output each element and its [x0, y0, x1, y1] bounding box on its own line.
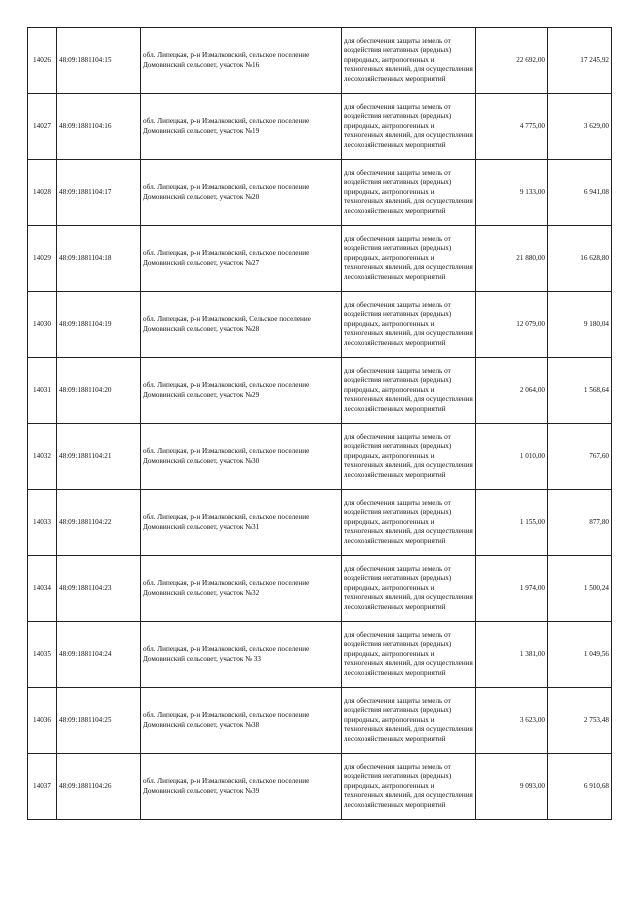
plot-address: обл. Липецкая, р-н Измалковский, сельское поселение Домовинский сельсовет, участок №29	[141, 358, 342, 424]
plot-value: 767,60	[548, 424, 612, 490]
plot-address: обл. Липецкая, р-н Измалковский, сельское поселение Домовинский сельсовет, участок №20	[141, 160, 342, 226]
plot-area: 9 133,00	[476, 160, 548, 226]
table-row	[28, 292, 612, 358]
plot-value: 9 180,04	[548, 292, 612, 358]
plot-area: 21 880,00	[476, 226, 548, 292]
plot-value: 17 245,92	[548, 28, 612, 94]
row-number: 14027	[28, 94, 57, 160]
plot-area: 3 623,00	[476, 688, 548, 754]
plot-area: 1 974,00	[476, 556, 548, 622]
row-number: 14031	[28, 358, 57, 424]
plot-value: 3 629,00	[548, 94, 612, 160]
plot-area: 2 064,00	[476, 358, 548, 424]
plot-purpose: для обеспечения защиты земель от воздействия негативных (вредных) природных, антропогенных и техногенных явлений, для осуществления лесохозяйственных мероприятий	[342, 28, 476, 94]
plot-value: 2 753,48	[548, 688, 612, 754]
table-row	[28, 226, 612, 292]
plot-area: 4 775,00	[476, 94, 548, 160]
plot-area: 12 079,00	[476, 292, 548, 358]
cadastral-number: 48:09:1881104:22	[57, 490, 141, 556]
row-number: 14033	[28, 490, 57, 556]
plot-area: 9 093,00	[476, 754, 548, 820]
cadastral-number: 48:09:1881104:18	[57, 226, 141, 292]
row-number: 14030	[28, 292, 57, 358]
plot-address: обл. Липецкая, р-н Измалковский, сельское поселение Домовинский сельсовет, участок №31	[141, 490, 342, 556]
plot-area: 1 010,00	[476, 424, 548, 490]
plot-value: 1 500,24	[548, 556, 612, 622]
table-row	[28, 556, 612, 622]
table-row	[28, 94, 612, 160]
cadastral-number: 48:09:1881104:25	[57, 688, 141, 754]
table-row	[28, 424, 612, 490]
plot-area: 1 381,00	[476, 622, 548, 688]
row-number: 14036	[28, 688, 57, 754]
table-row	[28, 160, 612, 226]
row-number: 14034	[28, 556, 57, 622]
plot-purpose: для обеспечения защиты земель от воздействия негативных (вредных) природных, антропогенных и техногенных явлений, для осуществления лесохозяйственных мероприятий	[342, 226, 476, 292]
plot-value: 1 568,64	[548, 358, 612, 424]
plot-value: 877,80	[548, 490, 612, 556]
row-number: 14029	[28, 226, 57, 292]
plot-address: обл. Липецкая, р-н Измалковский, сельское поселение Домовинский сельсовет, участок №19	[141, 94, 342, 160]
cadastral-number: 48:09:1881104:26	[57, 754, 141, 820]
table-row	[28, 754, 612, 820]
plot-address: обл. Липецкая, р-н Измалковский, сельское поселение Домовинский сельсовет, участок №32	[141, 556, 342, 622]
plot-value: 6 910,68	[548, 754, 612, 820]
table-row	[28, 490, 612, 556]
plot-address: обл. Липецкая, р-н Измалковский, сельское поселение Домовинский сельсовет, участок №27	[141, 226, 342, 292]
table-row	[28, 688, 612, 754]
plot-purpose: для обеспечения защиты земель от воздействия негативных (вредных) природных, антропогенных и техногенных явлений, для осуществления лесохозяйственных мероприятий	[342, 160, 476, 226]
plot-area: 22 692,00	[476, 28, 548, 94]
plot-address: обл. Липецкая, р-н Измалковский, сельское поселение Домовинский сельсовет, участок №38	[141, 688, 342, 754]
row-number: 14035	[28, 622, 57, 688]
plot-address: обл. Липецкая, р-н Измалковский, сельское поселение Домовинский сельсовет, участок № 33	[141, 622, 342, 688]
plot-purpose: для обеспечения защиты земель от воздействия негативных (вредных) природных, антропогенных и техногенных явлений, для осуществления лесохозяйственных мероприятий	[342, 490, 476, 556]
plot-purpose: для обеспечения защиты земель от воздействия негативных (вредных) природных, антропогенных и техногенных явлений, для осуществления лесохозяйственных мероприятий	[342, 94, 476, 160]
row-number: 14032	[28, 424, 57, 490]
table-row	[28, 28, 612, 94]
cadastral-number: 48:09:1881104:21	[57, 424, 141, 490]
plot-purpose: для обеспечения защиты земель от воздействия негативных (вредных) природных, антропогенных и техногенных явлений, для осуществления лесохозяйственных мероприятий	[342, 754, 476, 820]
plot-value: 16 628,80	[548, 226, 612, 292]
cadastral-number: 48:09:1881104:16	[57, 94, 141, 160]
plot-purpose: для обеспечения защиты земель от воздействия негативных (вредных) природных, антропогенных и техногенных явлений, для осуществления лесохозяйственных мероприятий	[342, 358, 476, 424]
cadastral-number: 48:09:1881104:23	[57, 556, 141, 622]
row-number: 14026	[28, 28, 57, 94]
plot-purpose: для обеспечения защиты земель от воздействия негативных (вредных) природных, антропогенных и техногенных явлений, для осуществления лесохозяйственных мероприятий	[342, 292, 476, 358]
plot-purpose: для обеспечения защиты земель от воздействия негативных (вредных) природных, антропогенных и техногенных явлений, для осуществления лесохозяйственных мероприятий	[342, 688, 476, 754]
plot-address: обл. Липецкая, р-н Измалковский, сельское поселение Домовинский сельсовет, участок №30	[141, 424, 342, 490]
plot-purpose: для обеспечения защиты земель от воздействия негативных (вредных) природных, антропогенных и техногенных явлений, для осуществления лесохозяйственных мероприятий	[342, 622, 476, 688]
plot-value: 1 049,56	[548, 622, 612, 688]
row-number: 14037	[28, 754, 57, 820]
plot-purpose: для обеспечения защиты земель от воздействия негативных (вредных) природных, антропогенных и техногенных явлений, для осуществления лесохозяйственных мероприятий	[342, 556, 476, 622]
plot-address: обл. Липецкая, р-н Измалковский, сельское поселение Домовинский сельсовет, участок №39	[141, 754, 342, 820]
land-plots-table	[27, 27, 612, 820]
plot-purpose: для обеспечения защиты земель от воздействия негативных (вредных) природных, антропогенных и техногенных явлений, для осуществления лесохозяйственных мероприятий	[342, 424, 476, 490]
cadastral-number: 48:09:1881104:20	[57, 358, 141, 424]
table-row	[28, 622, 612, 688]
cadastral-number: 48:09:1881104:17	[57, 160, 141, 226]
plot-address: обл. Липецкая, р-н Измалковский, Сельское поселение Домовинский сельсовет, участок №28	[141, 292, 342, 358]
plot-address: обл. Липецкая, р-н Измалковский, сельское поселение Домовинский сельсовет, участок №16	[141, 28, 342, 94]
table-row	[28, 358, 612, 424]
cadastral-number: 48:09:1881104:15	[57, 28, 141, 94]
row-number: 14028	[28, 160, 57, 226]
cadastral-number: 48:09:1881104:19	[57, 292, 141, 358]
cadastral-number: 48:09:1881104:24	[57, 622, 141, 688]
plot-value: 6 941,08	[548, 160, 612, 226]
plot-area: 1 155,00	[476, 490, 548, 556]
